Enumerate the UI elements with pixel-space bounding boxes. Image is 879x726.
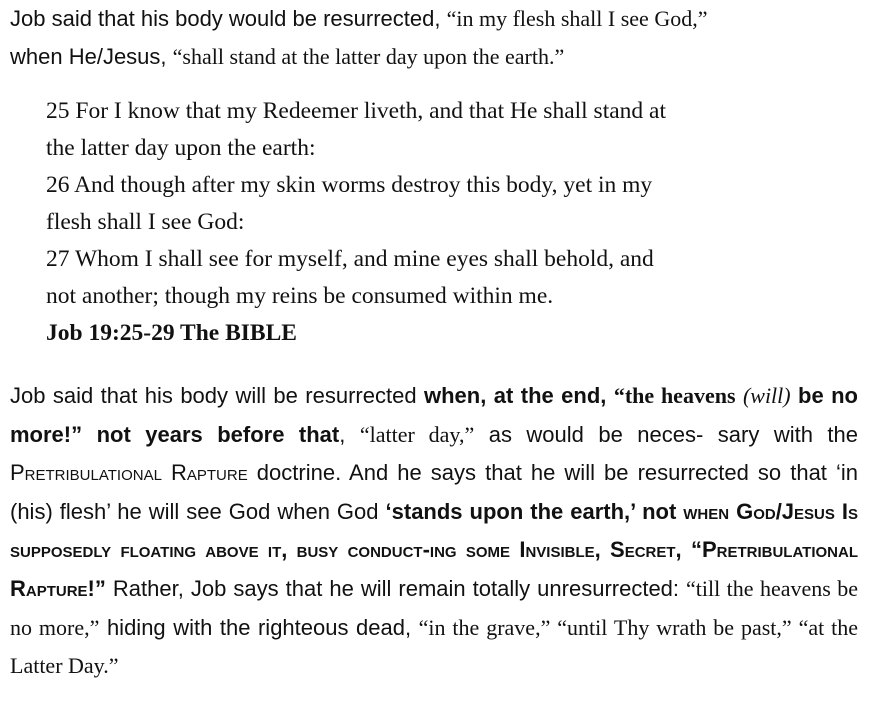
body-text: Rather, Job says that he will remain totally unresurrected: (105, 575, 687, 601)
body-text: , (339, 421, 360, 447)
scripture-block (46, 93, 846, 352)
body-bold: be no more!” (10, 383, 858, 447)
verse-line: flesh shall I see God: (46, 209, 245, 235)
body-quote: “till the heavens be no more,” (10, 575, 858, 640)
body-text: sary with the (717, 421, 858, 447)
intro-quote: “shall stand at the latter day upon the earth.” (172, 44, 565, 69)
body-text: Job said that his body will be resurrected (10, 383, 424, 408)
body-quote: “in the grave,” “until Thy wrath be past,” “at the Latter Day.” (10, 614, 859, 679)
verse-line: the latter day upon the earth: (46, 135, 316, 161)
intro-text: when He/Jesus, (10, 44, 173, 69)
body-quote: “latter day,” (359, 421, 475, 447)
body-bold: ‘stands upon the earth,’ (385, 498, 636, 524)
body-bold: not years before that (82, 421, 340, 447)
intro-text: Job said that his body would be resurrected, (10, 6, 447, 31)
intro-paragraph (10, 0, 872, 76)
verse-line: 27 Whom I shall see for myself, and mine eyes shall behold, and (46, 246, 654, 272)
body-bold: when, at the end, (424, 383, 614, 408)
scripture-reference: Job 19:25-29 The BIBLE (46, 320, 297, 346)
verse-line: 26 And though after my skin worms destroy this body, yet in my (46, 172, 653, 198)
body-text: doctrine. And he says that he will be resurrected so that ‘in (his) flesh’ he will see God when God (10, 460, 859, 524)
body-small-caps: Pretribulational Rapture (10, 460, 248, 486)
body-bold-quote: “the heavens (613, 383, 736, 408)
verse-line: 25 For I know that my Redeemer liveth, and that He shall stand at (46, 98, 666, 124)
body-bold-small-caps: when God/Jesus Is supposedly floating above it, busy conduct-ing some Invisible, Secret, “Pretribulational Rapture!” (10, 498, 859, 601)
body-italic: (will) (742, 383, 791, 408)
body-paragraph (10, 377, 858, 686)
verse-line: not another; though my reins be consumed within me. (46, 283, 554, 309)
body-text: hiding with the righteous dead, (99, 614, 419, 640)
body-text: as would be neces- (474, 421, 704, 447)
body-bold: not (635, 498, 684, 524)
intro-quote: “in my flesh shall I see God,” (446, 6, 708, 31)
